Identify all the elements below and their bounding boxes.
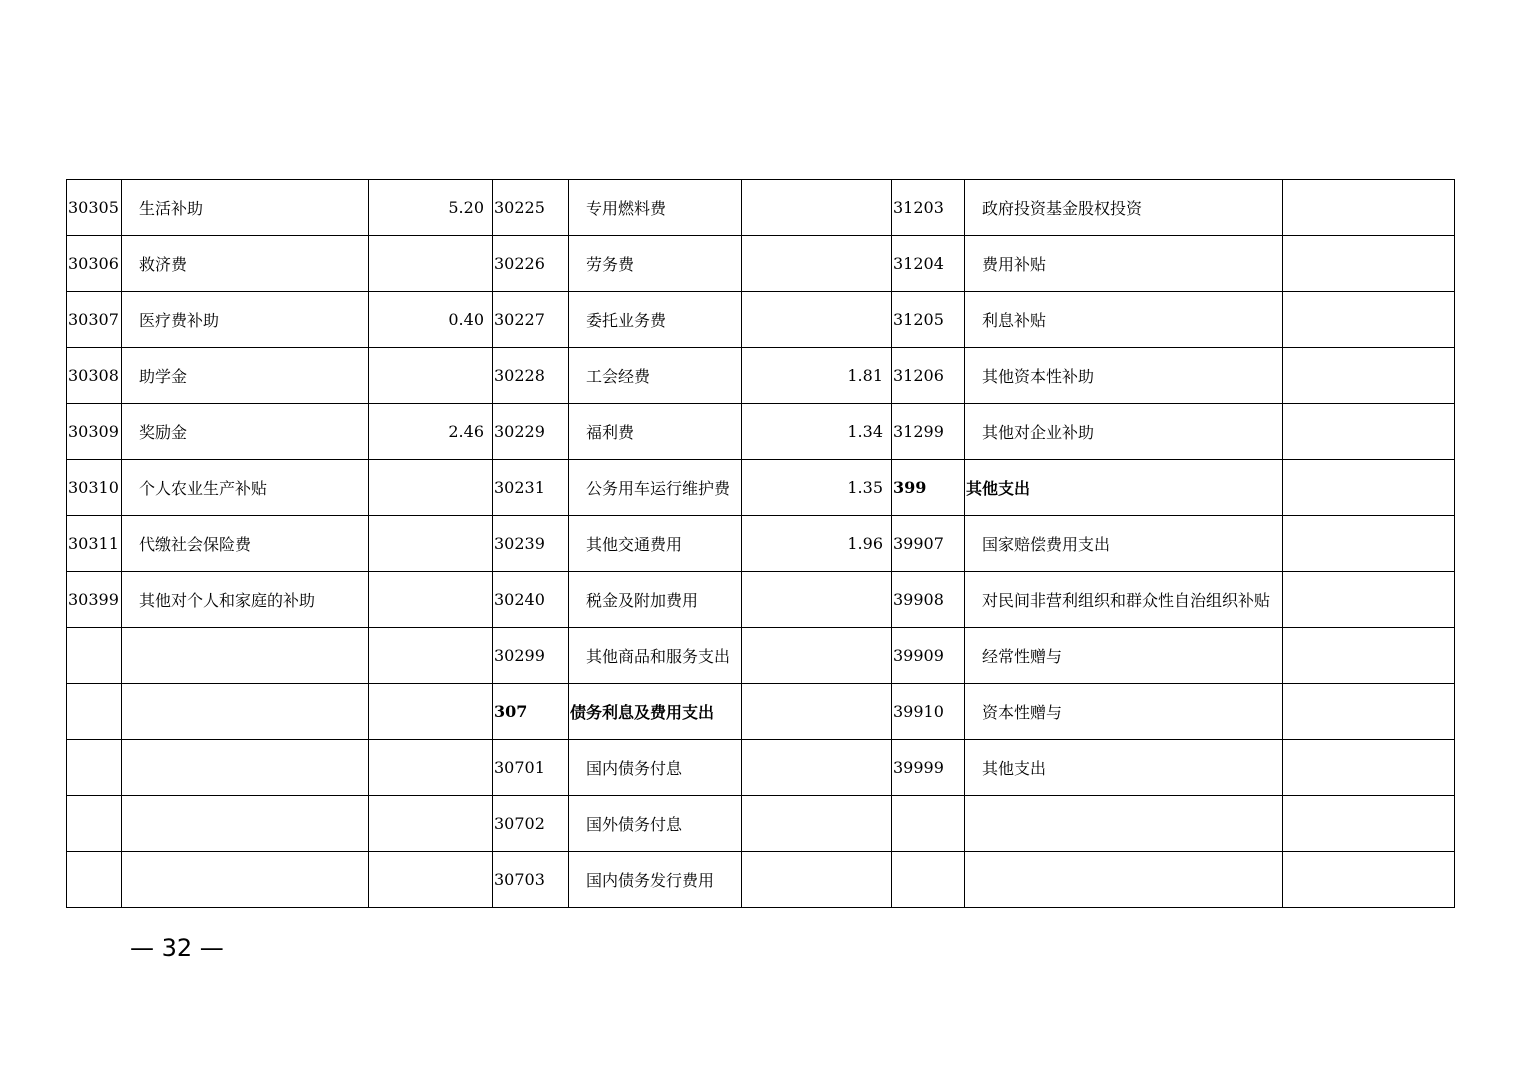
item-name-cell: 其他对企业补助 <box>965 404 1283 460</box>
item-name-cell: 资本性赠与 <box>965 684 1283 740</box>
item-code-cell: 30231 <box>493 460 569 516</box>
item-amount-cell <box>1283 180 1455 236</box>
table-row <box>67 628 1455 684</box>
item-name-cell: 工会经费 <box>569 348 742 404</box>
item-name-cell: 奖励金 <box>122 404 369 460</box>
item-name-cell: 其他支出 <box>965 460 1283 516</box>
item-code-cell: 39907 <box>892 516 965 572</box>
item-code-cell: 30239 <box>493 516 569 572</box>
item-amount-cell <box>369 740 493 796</box>
table-row <box>67 740 1455 796</box>
item-code-cell: 30299 <box>493 628 569 684</box>
item-code-cell: 39999 <box>892 740 965 796</box>
item-code-cell: 30309 <box>67 404 122 460</box>
table-row <box>67 292 1455 348</box>
item-name-cell: 委托业务费 <box>569 292 742 348</box>
item-name-cell: 助学金 <box>122 348 369 404</box>
item-name-cell: 专用燃料费 <box>569 180 742 236</box>
item-amount-cell <box>1283 852 1455 908</box>
item-amount-cell <box>1283 572 1455 628</box>
item-name-cell: 债务利息及费用支出 <box>569 684 742 740</box>
item-code-cell <box>67 684 122 740</box>
item-name-cell: 国内债务发行费用 <box>569 852 742 908</box>
item-name-cell: 救济费 <box>122 236 369 292</box>
item-name-cell: 其他商品和服务支出 <box>569 628 742 684</box>
page-number: — 32 — <box>130 934 224 962</box>
item-code-cell <box>892 852 965 908</box>
item-name-cell: 经常性赠与 <box>965 628 1283 684</box>
item-name-cell: 国内债务付息 <box>569 740 742 796</box>
item-name-cell: 政府投资基金股权投资 <box>965 180 1283 236</box>
item-name-cell: 其他支出 <box>965 740 1283 796</box>
item-code-cell: 31206 <box>892 348 965 404</box>
item-code-cell: 30702 <box>493 796 569 852</box>
item-code-cell: 30227 <box>493 292 569 348</box>
item-code-cell: 30229 <box>493 404 569 460</box>
item-code-cell: 30703 <box>493 852 569 908</box>
item-name-cell <box>965 852 1283 908</box>
item-name-cell <box>122 684 369 740</box>
item-code-cell <box>67 852 122 908</box>
item-code-cell: 31205 <box>892 292 965 348</box>
item-code-cell <box>892 796 965 852</box>
item-amount-cell <box>369 572 493 628</box>
item-name-cell: 其他交通费用 <box>569 516 742 572</box>
item-amount-cell: 1.34 <box>742 404 892 460</box>
item-name-cell: 福利费 <box>569 404 742 460</box>
item-name-cell: 国外债务付息 <box>569 796 742 852</box>
item-name-cell: 生活补助 <box>122 180 369 236</box>
item-amount-cell <box>742 180 892 236</box>
item-amount-cell <box>1283 460 1455 516</box>
item-name-cell: 国家赔偿费用支出 <box>965 516 1283 572</box>
item-code-cell: 30311 <box>67 516 122 572</box>
item-code-cell <box>67 628 122 684</box>
item-name-cell <box>122 852 369 908</box>
item-code-cell: 39909 <box>892 628 965 684</box>
item-name-cell <box>122 740 369 796</box>
item-amount-cell <box>1283 628 1455 684</box>
item-name-cell: 医疗费补助 <box>122 292 369 348</box>
item-amount-cell <box>1283 684 1455 740</box>
table-row <box>67 404 1455 460</box>
table-body <box>67 180 1455 908</box>
table-row <box>67 796 1455 852</box>
table-row <box>67 684 1455 740</box>
item-name-cell: 劳务费 <box>569 236 742 292</box>
item-name-cell: 对民间非营利组织和群众性自治组织补贴 <box>965 572 1283 628</box>
item-code-cell <box>67 796 122 852</box>
item-amount-cell <box>1283 516 1455 572</box>
item-amount-cell <box>1283 796 1455 852</box>
item-name-cell <box>122 628 369 684</box>
item-code-cell: 31204 <box>892 236 965 292</box>
item-amount-cell <box>369 684 493 740</box>
item-amount-cell <box>1283 404 1455 460</box>
item-amount-cell <box>369 348 493 404</box>
item-code-cell: 399 <box>892 460 965 516</box>
item-amount-cell: 0.40 <box>369 292 493 348</box>
item-name-cell: 税金及附加费用 <box>569 572 742 628</box>
item-code-cell: 31203 <box>892 180 965 236</box>
item-name-cell: 其他对个人和家庭的补助 <box>122 572 369 628</box>
item-amount-cell <box>369 852 493 908</box>
item-name-cell: 利息补贴 <box>965 292 1283 348</box>
item-amount-cell <box>742 236 892 292</box>
item-amount-cell: 5.20 <box>369 180 493 236</box>
item-name-cell: 费用补贴 <box>965 236 1283 292</box>
item-code-cell: 31299 <box>892 404 965 460</box>
table-row <box>67 516 1455 572</box>
item-code-cell: 30225 <box>493 180 569 236</box>
item-code-cell: 39908 <box>892 572 965 628</box>
item-code-cell: 307 <box>493 684 569 740</box>
item-code-cell <box>67 740 122 796</box>
item-code-cell: 30305 <box>67 180 122 236</box>
table-row <box>67 236 1455 292</box>
table-row <box>67 572 1455 628</box>
item-amount-cell <box>742 628 892 684</box>
item-name-cell: 公务用车运行维护费 <box>569 460 742 516</box>
item-code-cell: 30308 <box>67 348 122 404</box>
item-amount-cell: 2.46 <box>369 404 493 460</box>
item-code-cell: 30310 <box>67 460 122 516</box>
item-name-cell <box>965 796 1283 852</box>
table-row <box>67 460 1455 516</box>
item-amount-cell <box>369 460 493 516</box>
item-amount-cell <box>742 292 892 348</box>
item-amount-cell <box>742 740 892 796</box>
item-amount-cell <box>369 796 493 852</box>
item-code-cell: 30306 <box>67 236 122 292</box>
table-row <box>67 348 1455 404</box>
item-code-cell: 30228 <box>493 348 569 404</box>
item-amount-cell <box>1283 740 1455 796</box>
item-code-cell: 30399 <box>67 572 122 628</box>
item-amount-cell <box>1283 348 1455 404</box>
item-amount-cell: 1.96 <box>742 516 892 572</box>
item-code-cell: 30226 <box>493 236 569 292</box>
item-amount-cell <box>742 684 892 740</box>
item-amount-cell: 1.81 <box>742 348 892 404</box>
item-amount-cell <box>1283 292 1455 348</box>
item-amount-cell <box>1283 236 1455 292</box>
item-code-cell: 39910 <box>892 684 965 740</box>
item-amount-cell <box>742 572 892 628</box>
item-amount-cell <box>369 628 493 684</box>
item-amount-cell <box>369 516 493 572</box>
budget-table <box>66 179 1455 908</box>
item-code-cell: 30701 <box>493 740 569 796</box>
item-name-cell <box>122 796 369 852</box>
item-name-cell: 其他资本性补助 <box>965 348 1283 404</box>
table-row <box>67 852 1455 908</box>
item-name-cell: 代缴社会保险费 <box>122 516 369 572</box>
item-name-cell: 个人农业生产补贴 <box>122 460 369 516</box>
item-amount-cell <box>369 236 493 292</box>
item-code-cell: 30307 <box>67 292 122 348</box>
item-code-cell: 30240 <box>493 572 569 628</box>
item-amount-cell: 1.35 <box>742 460 892 516</box>
item-amount-cell <box>742 796 892 852</box>
item-amount-cell <box>742 852 892 908</box>
table-row <box>67 180 1455 236</box>
